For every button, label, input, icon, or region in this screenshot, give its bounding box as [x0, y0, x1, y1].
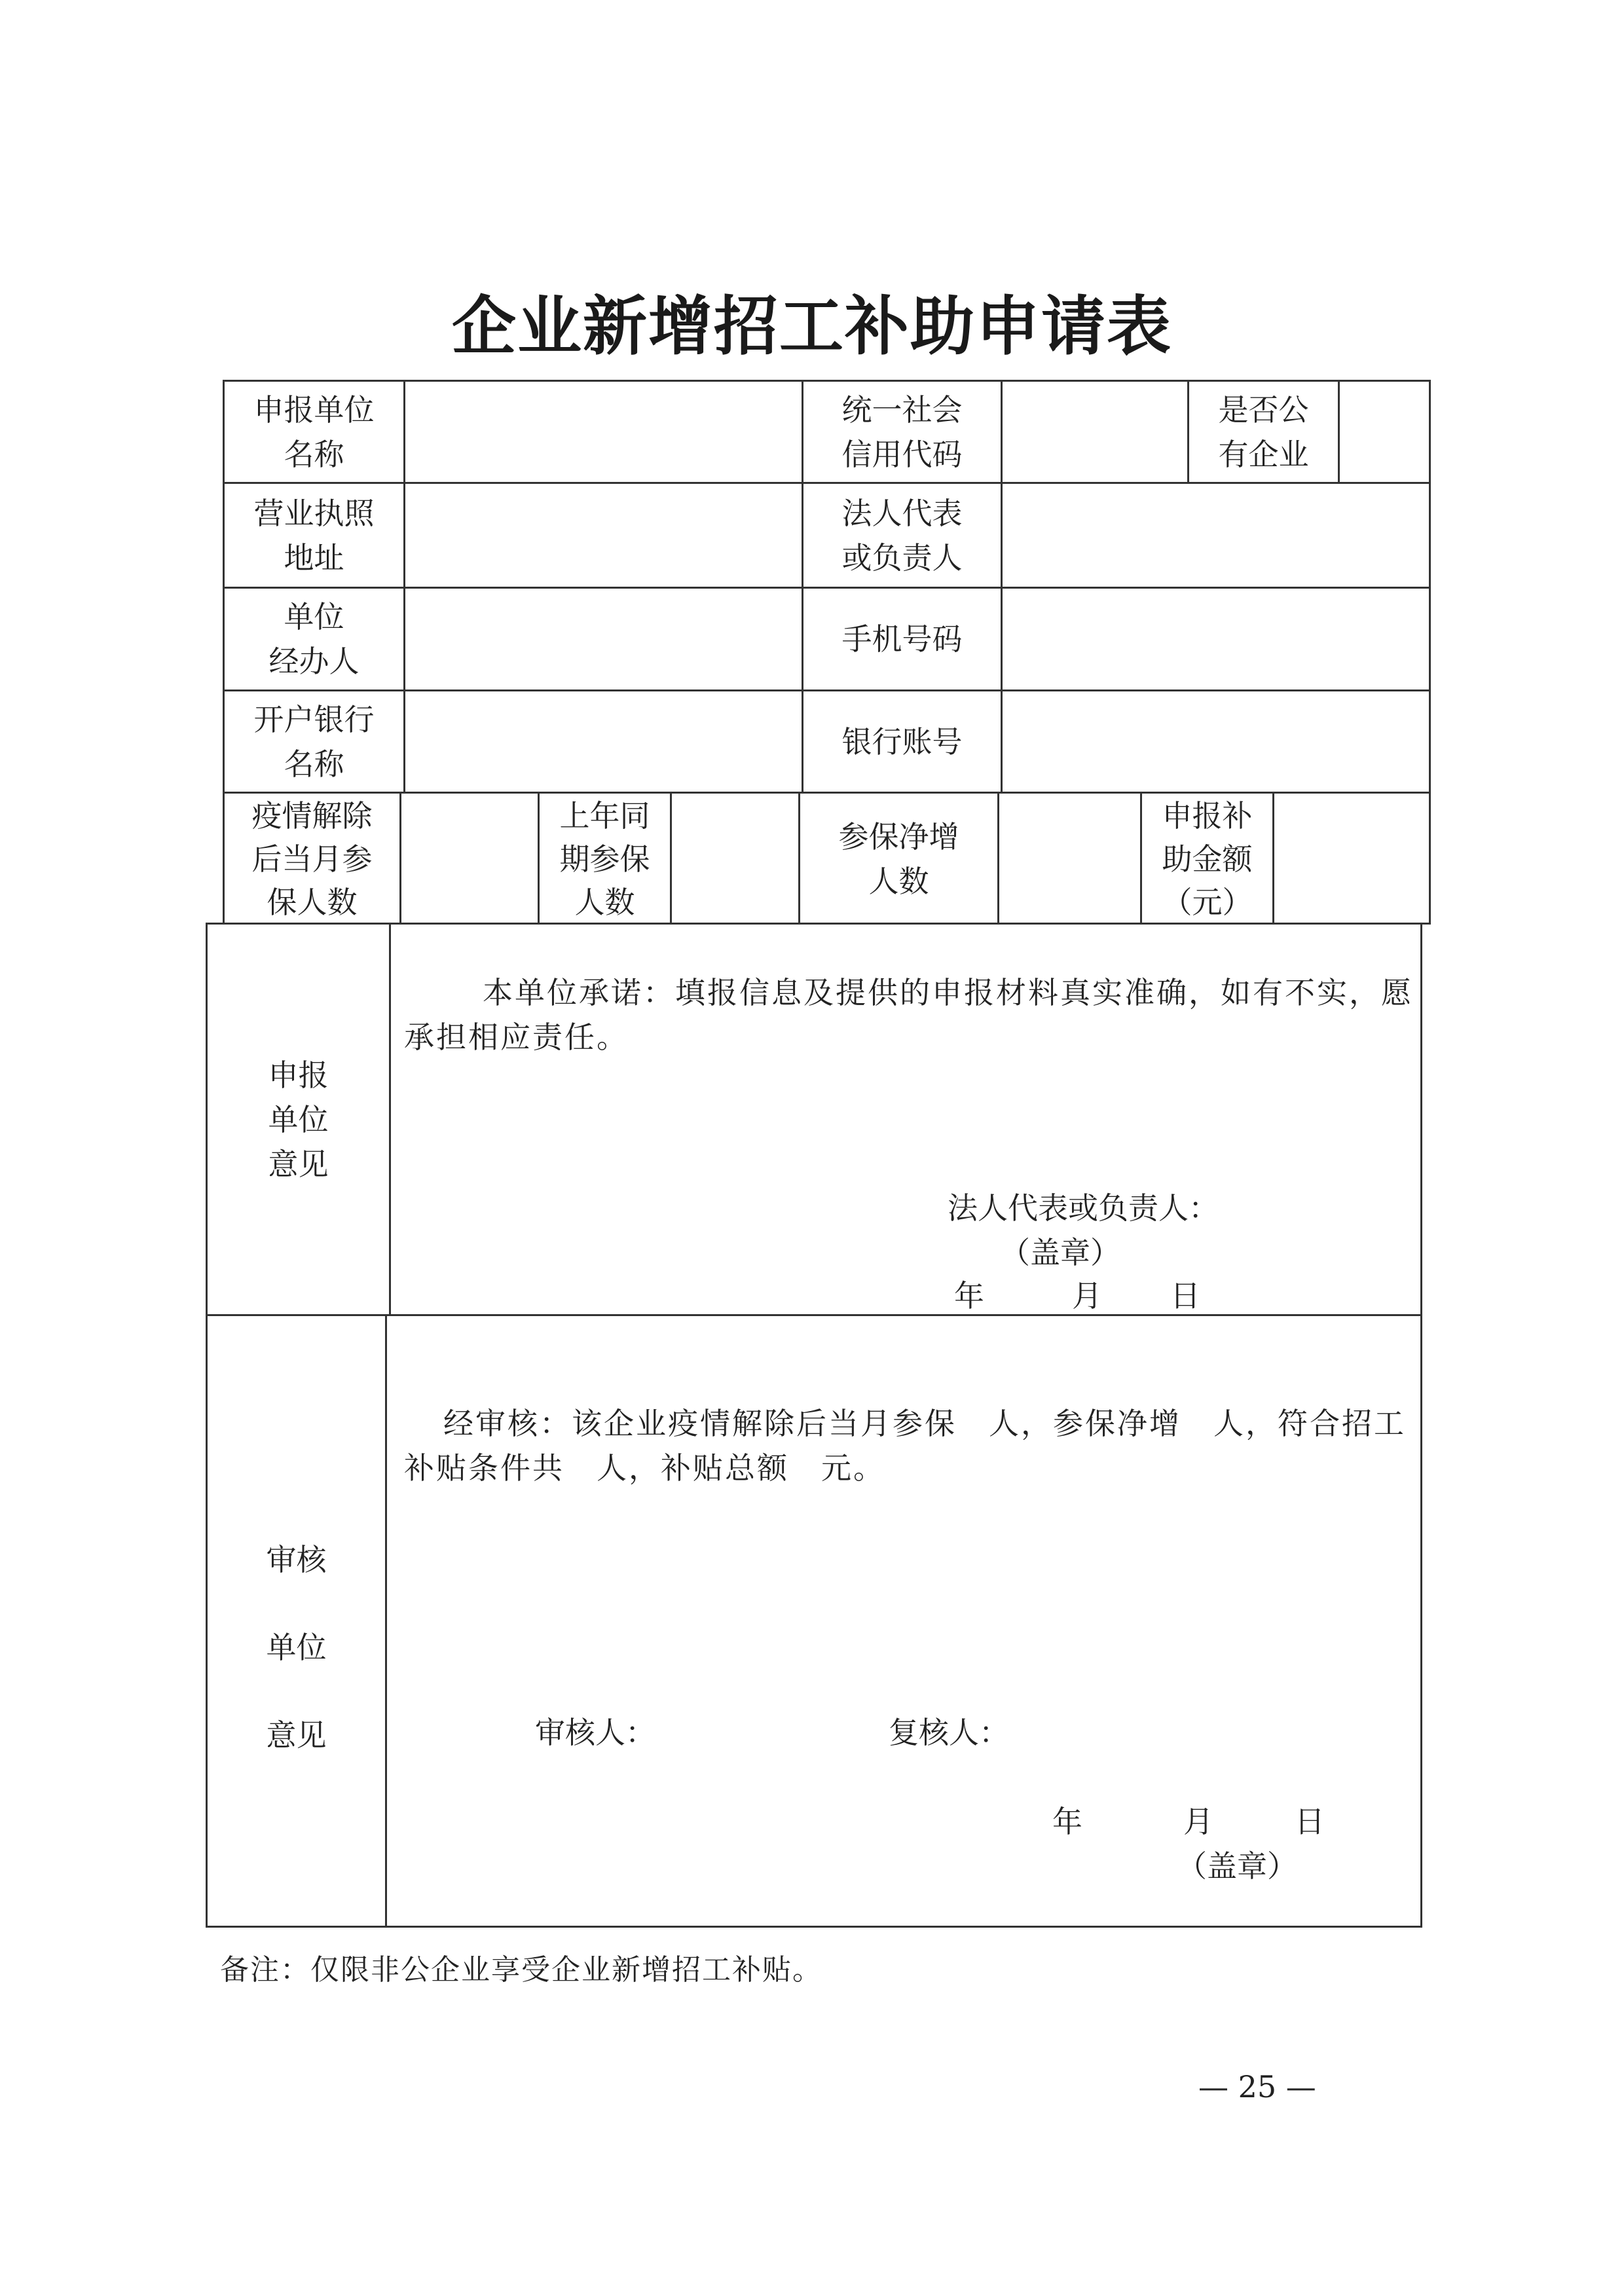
reviewer-field[interactable] [666, 1704, 876, 1756]
subsidy-amount-field[interactable] [1274, 794, 1429, 925]
legal-rep-signature-label: 法人代表或负责人： [948, 1190, 1219, 1226]
pledge-text: 本单位承诺：填报信息及提供的申报材料真实准确，如有不实，愿 承担相应责任。 [404, 975, 1413, 1055]
handler-label: 单位 经办人 [268, 599, 360, 679]
col-divider [385, 1314, 387, 1926]
opinion-table [206, 923, 1422, 1928]
applicant-date-day: 日 [1170, 1278, 1200, 1313]
form-title: 企业新增招工补助申请表 [451, 289, 1172, 364]
credit-code-label: 统一社会 信用代码 [841, 392, 963, 472]
reviewer-label: 审核人： [535, 1715, 655, 1750]
applicant-opinion-label: 申报 单位 意见 [268, 1057, 329, 1182]
unit-name-label: 申报单位 名称 [253, 392, 375, 472]
handler-field[interactable] [405, 589, 802, 689]
insured-count-label: 疫情解除 后当月参 保人数 [251, 798, 373, 920]
phone-field[interactable] [1003, 589, 1429, 689]
net-increase-label: 参保净增 人数 [838, 819, 959, 899]
review-text: 经审核：该企业疫情解除后当月参保 人，参保净增 人，符合招工 补贴条件共 人，补贴总额 元。 [404, 1406, 1406, 1486]
applicant-date-month: 月 [1072, 1278, 1102, 1313]
footnote: 备注：仅限非公企业享受企业新增招工补贴。 [220, 1953, 822, 1987]
phone-label: 手机号码 [841, 621, 963, 657]
info-table [223, 380, 1431, 925]
net-increase-field[interactable] [999, 794, 1140, 925]
legal-rep-label: 法人代表 或负责人 [841, 495, 963, 576]
bank-name-label: 开户银行 名称 [253, 701, 375, 782]
unit-name-field[interactable] [405, 382, 802, 482]
applicant-date-year: 年 [954, 1278, 984, 1313]
applicant-seal: （盖章） [1000, 1235, 1120, 1270]
col-divider [389, 925, 391, 1314]
license-address-label: 营业执照 地址 [253, 495, 375, 576]
review-date-day: 日 [1295, 1804, 1325, 1839]
license-address-field[interactable] [405, 484, 802, 587]
public-enterprise-label: 是否公 有企业 [1218, 392, 1309, 472]
bank-account-field[interactable] [1003, 691, 1429, 792]
credit-code-field[interactable] [1003, 382, 1187, 482]
review-date-year: 年 [1052, 1804, 1082, 1839]
bank-account-label: 银行账号 [841, 724, 963, 760]
last-year-insured-label: 上年同 期参保 人数 [559, 798, 650, 920]
review-date-month: 月 [1183, 1804, 1213, 1839]
public-enterprise-field[interactable] [1340, 382, 1429, 482]
subsidy-amount-label: 申报补 助金额 （元） [1162, 798, 1253, 920]
last-year-insured-field[interactable] [672, 794, 798, 925]
review-opinion-label: 审核 单位 意见 [266, 1541, 327, 1753]
legal-rep-field[interactable] [1003, 484, 1429, 587]
row-divider [208, 1314, 1420, 1316]
insured-count-field[interactable] [401, 794, 538, 925]
rechecker-label: 复核人： [889, 1715, 1009, 1750]
legal-rep-signature-field[interactable] [1229, 1180, 1412, 1232]
review-seal: （盖章） [1177, 1848, 1297, 1884]
page-number: — 25 — [1198, 2069, 1316, 2104]
bank-name-field[interactable] [405, 691, 802, 792]
rechecker-field[interactable] [1020, 1704, 1347, 1756]
